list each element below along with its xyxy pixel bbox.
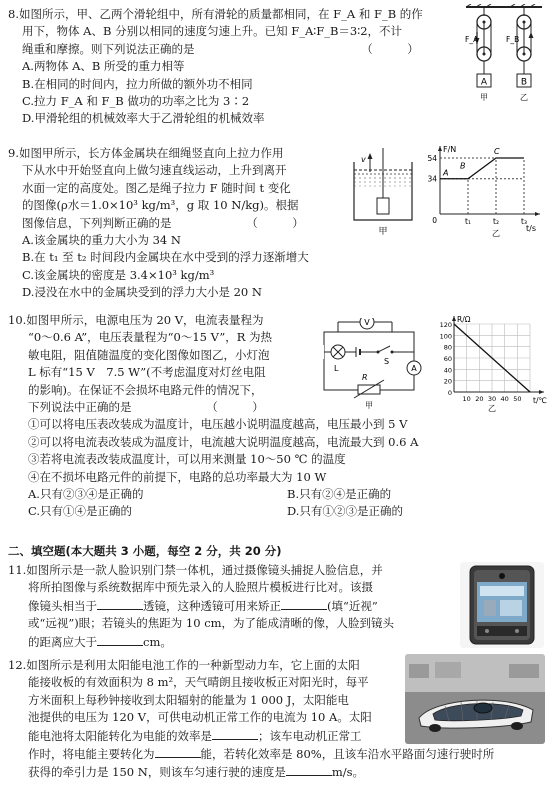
x-tick-label: 20 bbox=[475, 395, 484, 403]
q12-text: ；该车电动机正常工 bbox=[258, 728, 362, 743]
q9-option-d: D.浸没在水中的金属块受到的浮力大小是 20 N bbox=[22, 285, 262, 300]
section-2-heading: 二、填空题(本大题共 3 小题，每空 2 分，共 20 分) bbox=[8, 544, 282, 558]
q10-statement-4: ④在不损坏电路元件的前提下，电路的总功率最大为 10 W bbox=[28, 469, 327, 484]
chart-caption: 乙 bbox=[492, 229, 500, 238]
q12-line: 12.如图所示是利用太阳能电池工作的一种新型动力车，它上面的太阳 bbox=[8, 658, 360, 672]
q9-force-time-chart bbox=[422, 142, 550, 238]
q9-line: 的图像(ρ水＝1.0×10³ kg/m³，g 取 10 N/kg)。根据 bbox=[22, 198, 299, 213]
q10-statement-1: ①可以将电压表改装成为温度计，电压越小说明温度越高，电压最小到 5 V bbox=[28, 417, 408, 432]
q10-options-row bbox=[8, 503, 546, 520]
face-recognition-device-image bbox=[460, 562, 544, 648]
q9-option-a: A.该金属块的重力大小为 34 N bbox=[22, 233, 181, 248]
q8-fig-jia: 甲 bbox=[480, 93, 488, 102]
q8-line: 8.如图所示，甲、乙两个滑轮组中，所有滑轮的质量都相同，在 F_A 和 F_B 的作 bbox=[8, 7, 423, 21]
q10-statement-2: ②可以将电流表改装成为温度计，电流越大说明温度越高，电流最大到 0.6 A bbox=[28, 434, 419, 449]
y-tick-label: 120 bbox=[439, 321, 452, 329]
x-tick-label: 0 bbox=[432, 216, 437, 225]
q8-option-a: A.两物体 A、B 所受的重力相等 bbox=[22, 59, 185, 74]
y-axis-label: F/N bbox=[443, 145, 457, 154]
y-tick-label: 54 bbox=[427, 154, 437, 163]
q10-voltmeter-label: V bbox=[364, 318, 370, 327]
x-tick-label: 10 bbox=[462, 395, 471, 403]
q9-option-b: B.在 t₁ 至 t₂ 时间段内金属块在水中受到的浮力逐渐增大 bbox=[22, 250, 309, 265]
q12-line: 方米面积上每秒钟接收到太阳辐射的能量为 1 000 J，太阳能电 bbox=[28, 692, 349, 707]
x-axis-arrow bbox=[535, 212, 540, 216]
q12-line bbox=[8, 745, 546, 763]
point-label: A bbox=[443, 168, 449, 178]
x-tick-label: t₃ bbox=[521, 217, 527, 226]
y-tick-label: 80 bbox=[443, 343, 452, 352]
q8-option-c: C.拉力 F_A 和 F_B 做功的功率之比为 3∶2 bbox=[22, 94, 250, 109]
q8-block-a-label: A bbox=[480, 77, 488, 88]
q10-line: “0～0.6 A”，电压表量程为“0～15 V”，R 为热 bbox=[28, 330, 273, 345]
q10-ammeter-label: A bbox=[411, 364, 417, 373]
q10-options-row bbox=[8, 486, 546, 503]
point-label: C bbox=[494, 147, 500, 156]
q12-text: 作时，将电能主要转化为 bbox=[28, 747, 155, 762]
y-tick-label: 60 bbox=[443, 355, 452, 363]
q10-fig-jia: 甲 bbox=[365, 401, 373, 410]
q9-velocity-label: v bbox=[361, 155, 366, 164]
q10-line: 下列说法中正确的是 （ ） bbox=[28, 400, 264, 415]
y-tick-label: 0 bbox=[447, 389, 452, 397]
y-axis-label: R/Ω bbox=[457, 315, 471, 324]
pulley-figure bbox=[462, 4, 546, 108]
q10-option-b: B.只有②④是正确的 bbox=[287, 487, 392, 502]
q10-switch-label: S bbox=[384, 357, 390, 366]
x-tick-label: t₁ bbox=[465, 217, 471, 226]
q12-blank-energy-form[interactable] bbox=[155, 745, 201, 758]
q10-statement-3: ③若将电流表改装成温度计，可以用来测量 10～50 ℃ 的温度 bbox=[28, 452, 346, 467]
x-tick-label: 40 bbox=[500, 395, 509, 403]
y-tick-label: 100 bbox=[439, 332, 452, 341]
q11-line: 或“远视”)眼；若镜头的焦距为 10 cm，为了能成清晰的像，人脸到镜头 bbox=[28, 616, 395, 631]
y-tick-label: 34 bbox=[427, 174, 437, 184]
x-axis-arrow bbox=[539, 390, 544, 394]
q8-option-d: D.甲滑轮组的机械效率大于乙滑轮组的机械效率 bbox=[22, 111, 265, 126]
q8-option-b: B.在相同的时间内，拉力所做的额外功不相同 bbox=[22, 76, 253, 91]
q11-text: 的距离应大于 bbox=[28, 634, 97, 649]
solar-car-image bbox=[405, 654, 545, 744]
q10-option-c: C.只有①④是正确的 bbox=[28, 504, 133, 519]
q11-text: 像镜头相当于 bbox=[28, 598, 97, 613]
q12-blank-efficiency[interactable] bbox=[212, 727, 258, 740]
q10-option-d: D.只有①②③是正确的 bbox=[287, 504, 403, 519]
q11-line: 将所拍图像与系统数据库中预先录入的人脸照片模板进行比对。该摄 bbox=[28, 580, 373, 595]
q9-option-c: C.该金属块的密度是 3.4×10³ kg/m³ bbox=[22, 267, 215, 282]
q12-line: 能接收板的有效面积为 8 m²，天气晴朗且接收板正对阳光时，每平 bbox=[28, 675, 369, 690]
q9-line: 下从水中开始竖直向上做匀速直线运动，上升到离开 bbox=[22, 163, 287, 178]
q11-blank-lens-type[interactable] bbox=[97, 597, 143, 610]
q8-fig-yi: 乙 bbox=[520, 93, 528, 102]
q11-text: (填“近视” bbox=[327, 598, 378, 613]
y-tick-label: 40 bbox=[443, 366, 452, 375]
q9-line: 水面一定的高度处。图乙是绳子拉力 F 随时间 t 变化 bbox=[22, 180, 291, 195]
x-tick-label: 30 bbox=[487, 395, 497, 403]
q8-fb-label: F_B bbox=[506, 35, 520, 44]
q10-line: 敏电阻，阻值随温度的变化图像如图乙，小灯泡 bbox=[28, 347, 270, 362]
q8-block-b-label: B bbox=[520, 77, 528, 88]
y-axis-arrow bbox=[452, 316, 456, 321]
force-line bbox=[440, 158, 524, 179]
q11-blank-eye-defect[interactable] bbox=[281, 597, 327, 610]
q10-circuit-figure bbox=[318, 318, 430, 410]
q12-text: 能，若转化效率是 80%，且该车沿水平路面匀速行驶时所 bbox=[200, 747, 495, 762]
x-tick-label: 50 bbox=[513, 395, 522, 403]
q9-line: 9.如图甲所示，长方体金属块在细绳竖直向上拉力作用 bbox=[8, 146, 284, 160]
q10-resistor-label: R bbox=[362, 373, 368, 382]
point-label: B bbox=[460, 161, 466, 171]
x-axis-label: t/℃ bbox=[533, 396, 547, 405]
q12-line bbox=[8, 763, 546, 781]
chart-caption: 乙 bbox=[488, 404, 496, 413]
q10-line: 的影响)。在保证不会损坏电路元件的情况下， bbox=[28, 382, 263, 397]
q8-line: 用下，物体 A、B 分别以相同的速度匀速上升。已知 F_A∶F_B＝3∶2，不计 bbox=[22, 24, 403, 39]
y-axis-arrow bbox=[438, 146, 442, 151]
q11-text: 透镜，这种透镜可用来矫正 bbox=[143, 598, 281, 613]
q12-line: 池提供的电压为 120 V，可供电动机正常工作的电流为 10 A。太阳 bbox=[28, 710, 372, 725]
q10-option-a: A.只有②③④是正确的 bbox=[28, 487, 144, 502]
q10-line: 10.如图甲所示，电源电压为 20 V，电流表量程为 bbox=[8, 313, 264, 327]
x-tick-label: t₂ bbox=[493, 217, 499, 226]
x-axis-label: t/s bbox=[526, 224, 536, 233]
q10-line: L 标有“15 V 7.5 W”(不考虑温度对灯丝电阻 bbox=[28, 365, 266, 380]
q9-container-figure bbox=[350, 148, 416, 240]
q12-blank-speed[interactable] bbox=[286, 763, 332, 776]
q11-line: 11.如图所示是一款人脸识别门禁一体机，通过摄像镜头捕捉人脸信息，并 bbox=[8, 563, 383, 577]
q11-blank-distance[interactable] bbox=[97, 633, 143, 646]
q11-text: cm。 bbox=[143, 634, 172, 649]
q12-text: m/s。 bbox=[331, 765, 365, 780]
y-tick-label: 20 bbox=[443, 377, 452, 386]
q10-resistance-temperature-chart bbox=[432, 312, 550, 414]
q12-text: 能电池将太阳能转化为电能的效率是 bbox=[28, 728, 212, 743]
q12-text: 获得的牵引力是 150 N，则该车匀速行驶的速度是 bbox=[28, 765, 286, 780]
q9-fig-jia: 甲 bbox=[378, 227, 388, 237]
q8-line: 绳重和摩擦。则下列说法正确的是 （ ） bbox=[22, 41, 419, 56]
q10-lamp-label: L bbox=[334, 364, 339, 373]
q9-line: 图像信息，下列判断正确的是 （ ） bbox=[22, 215, 304, 230]
q8-fa-label: F_A bbox=[465, 35, 479, 44]
